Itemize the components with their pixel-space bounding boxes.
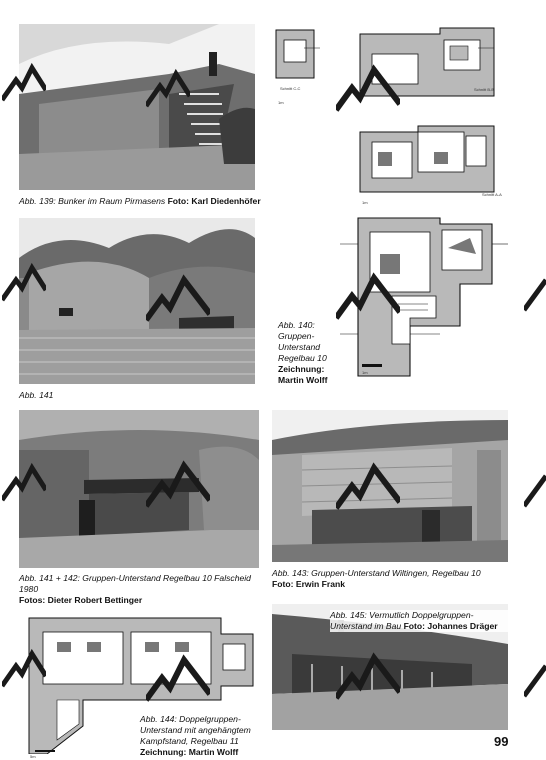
watermark-fortress-books xyxy=(146,650,210,706)
watermark-fortress-books xyxy=(146,270,210,326)
label-scale-1m-aa: 1m xyxy=(362,200,368,205)
caption-abb-141-142: Abb. 141 + 142: Gruppen-Unterstand Regelbau 10 Falscheid 1980 Fotos: Dieter Robert Bettinger xyxy=(19,573,251,605)
watermark-fortress-books xyxy=(336,60,400,116)
caption-abb-145: Abb. 145: Vermutlich Doppelgruppen-Unterstand im Bau Foto: Johannes Dräger xyxy=(330,610,510,632)
photo-abb-141 xyxy=(19,218,255,384)
label-schnitt-aa: Schnitt A-A xyxy=(482,192,502,197)
watermark-fortress-books xyxy=(524,656,546,702)
plan-schnitt-cc xyxy=(274,28,322,86)
watermark-fortress-books xyxy=(336,458,400,514)
watermark-fortress-books xyxy=(524,466,546,512)
watermark-fortress-books xyxy=(336,268,400,324)
label-scale-1m-floor: 1m xyxy=(362,370,368,375)
watermark-fortress-books xyxy=(146,456,210,512)
caption-abb-143: Abb. 143: Gruppen-Unterstand Wiltingen, Regelbau 10 Foto: Erwin Frank xyxy=(272,568,481,589)
label-scale-1m-cc: 1m xyxy=(278,100,284,105)
label-schnitt-cc: Schnitt C-C xyxy=(280,86,301,91)
watermark-fortress-books xyxy=(336,648,400,704)
photo-abb-142 xyxy=(19,410,259,568)
label-scale-5m: 5m xyxy=(30,754,36,759)
watermark-fortress-books xyxy=(524,270,546,316)
caption-abb-140: Abb. 140: Gruppen-Unterstand Regelbau 10 Zeichnung: Martin Wolff xyxy=(278,320,328,385)
label-schnitt-bb: Schnitt B-B xyxy=(474,87,495,92)
caption-abb-144: Abb. 144: Doppelgruppen-Unterstand mit angehängtem Kampfstand, Regelbau 11 Zeichnung: Martin Wolff xyxy=(140,714,251,757)
caption-abb-141: Abb. 141 xyxy=(19,390,54,400)
plan-schnitt-aa xyxy=(358,122,496,194)
watermark-fortress-books xyxy=(2,260,46,306)
watermark-fortress-books xyxy=(2,460,46,506)
watermark-fortress-books xyxy=(146,66,190,112)
photo-bunker-pirmasens xyxy=(19,24,255,190)
caption-abb-139: Abb. 139: Bunker im Raum Pirmasens Foto: Karl Diedenhöfer xyxy=(19,196,261,206)
watermark-fortress-books xyxy=(2,646,46,692)
watermark-fortress-books xyxy=(2,60,46,106)
page-number: 99 xyxy=(494,734,509,749)
